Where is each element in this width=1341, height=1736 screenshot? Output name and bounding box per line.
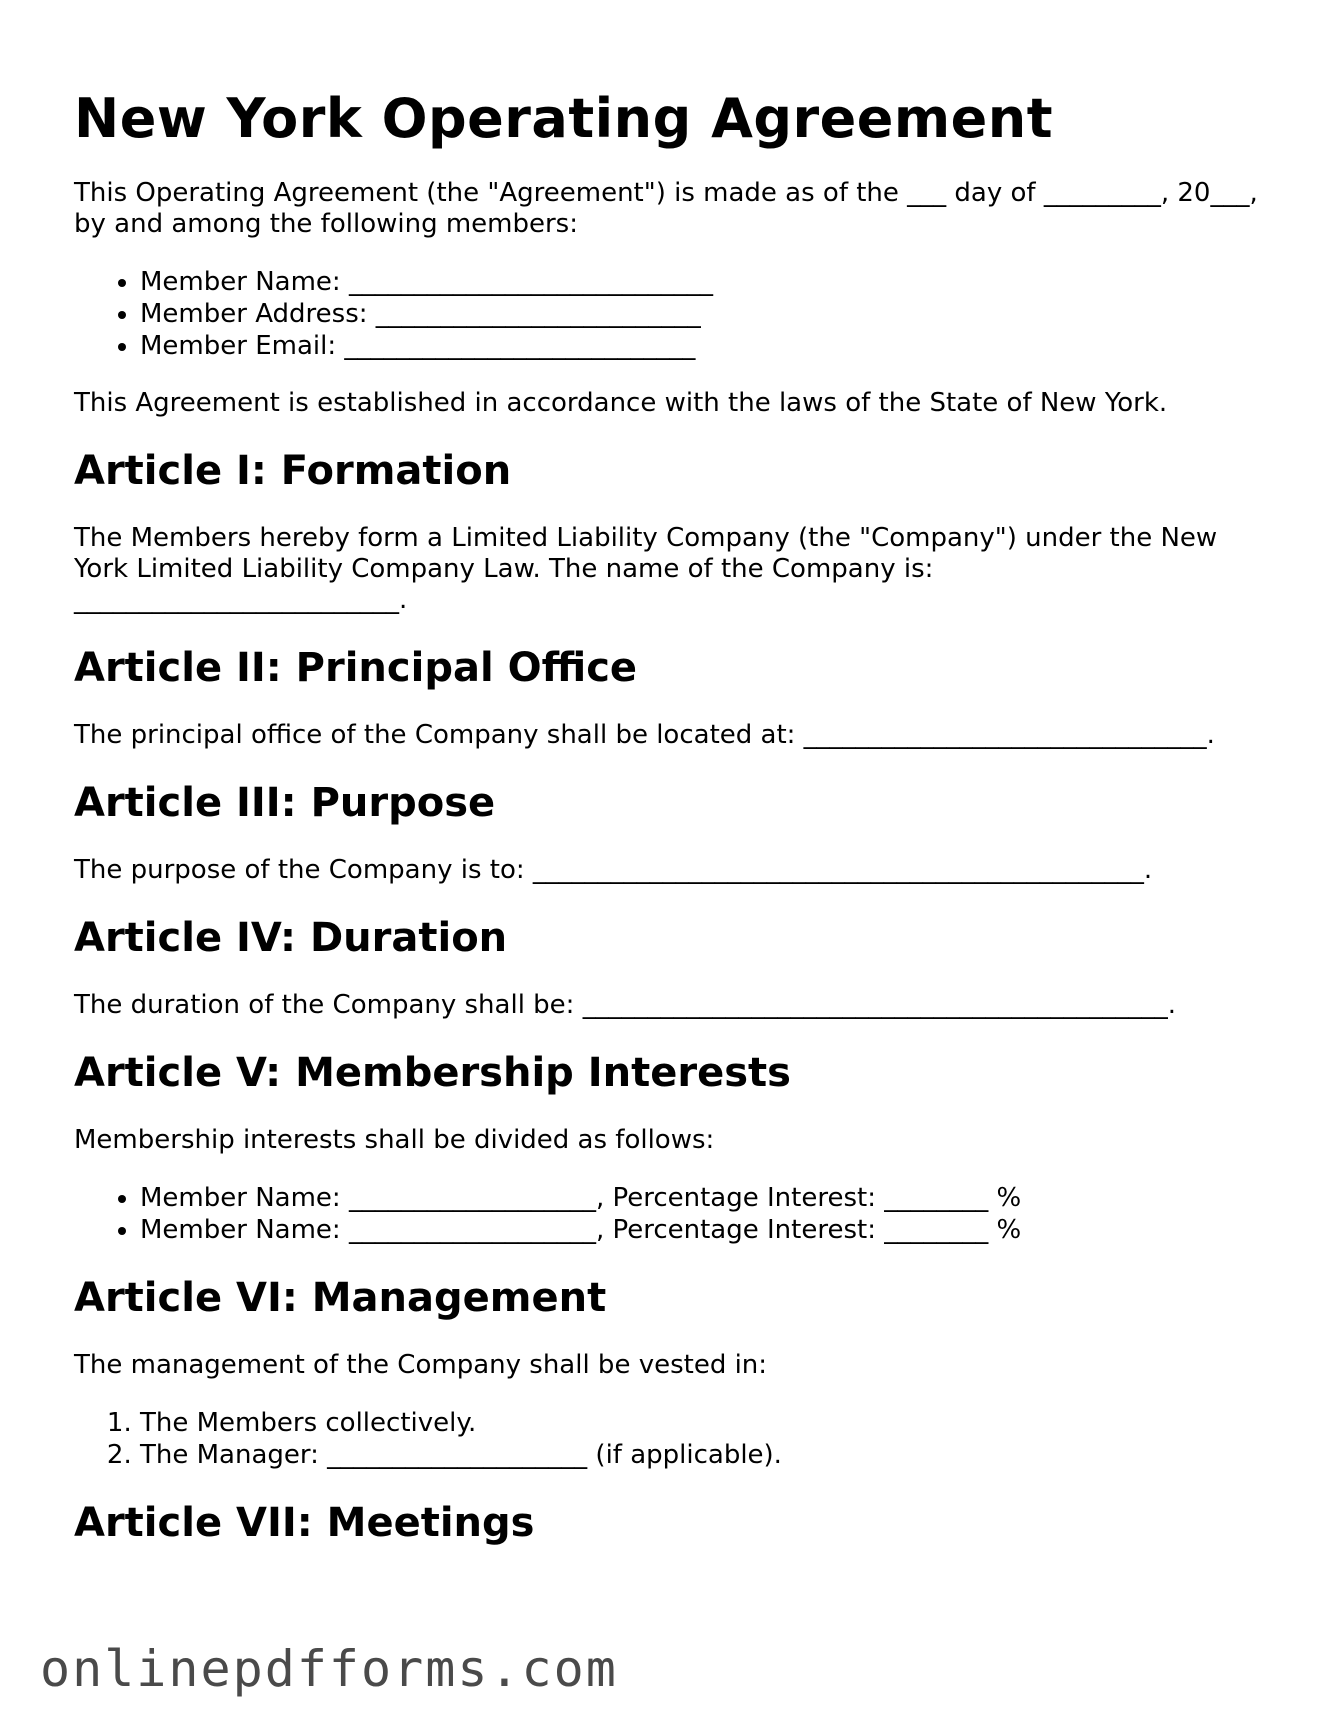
governing-law-paragraph: This Agreement is established in accordance with the laws of the State of New York. [74,388,1168,418]
management-option-item: 2. The Manager: ____________________ (if applicable). [140,1439,1274,1471]
membership-interest-item: • Member Name: ___________________, Percentage Interest: ________ % [140,1214,1274,1246]
article-4-text: The duration of the Company shall be: _____________________________________________. [74,990,1176,1020]
article-7-heading: Article VII: Meetings [74,1500,535,1546]
article-5-text: Membership interests shall be divided as follows: [74,1125,715,1155]
article-5-heading: Article V: Membership Interests [74,1050,791,1096]
management-option-item: 1. The Members collectively. [140,1407,1274,1439]
article-3-text: The purpose of the Company is to: _______________________________________________. [74,855,1153,885]
membership-interests-list [74,1182,1274,1246]
membership-interest-item: • Member Name: ___________________, Percentage Interest: ________ % [140,1182,1274,1214]
member-name-field: • Member Name: ____________________________ [140,266,1274,298]
document-page [74,84,1274,1575]
article-1-heading: Article I: Formation [74,448,512,494]
article-4-heading: Article IV: Duration [74,915,508,961]
article-2-text: The principal office of the Company shall be located at: _______________________________. [74,720,1215,750]
article-6-heading: Article VI: Management [74,1275,607,1321]
member-email-field: • Member Email: ___________________________ [140,330,1274,362]
management-options-list [74,1407,1274,1471]
article-3-heading: Article III: Purpose [74,780,496,826]
member-address-field: • Member Address: _________________________ [140,298,1274,330]
article-1-text: The Members hereby form a Limited Liability Company (the "Company") under the New York Limited Liability Company Law. The name of the Company is: _________________________. [74,523,1218,615]
intro-paragraph: This Operating Agreement (the "Agreement") is made as of the ___ day of _________, 20___, by and among the following members: [74,178,1258,239]
article-6-text: The management of the Company shall be vested in: [74,1350,768,1380]
document-title: New York Operating Agreement [74,87,1054,150]
watermark: onlinepdfforms.com [40,1640,618,1698]
member-fields-list [74,266,1274,362]
article-2-heading: Article II: Principal Office [74,645,638,691]
